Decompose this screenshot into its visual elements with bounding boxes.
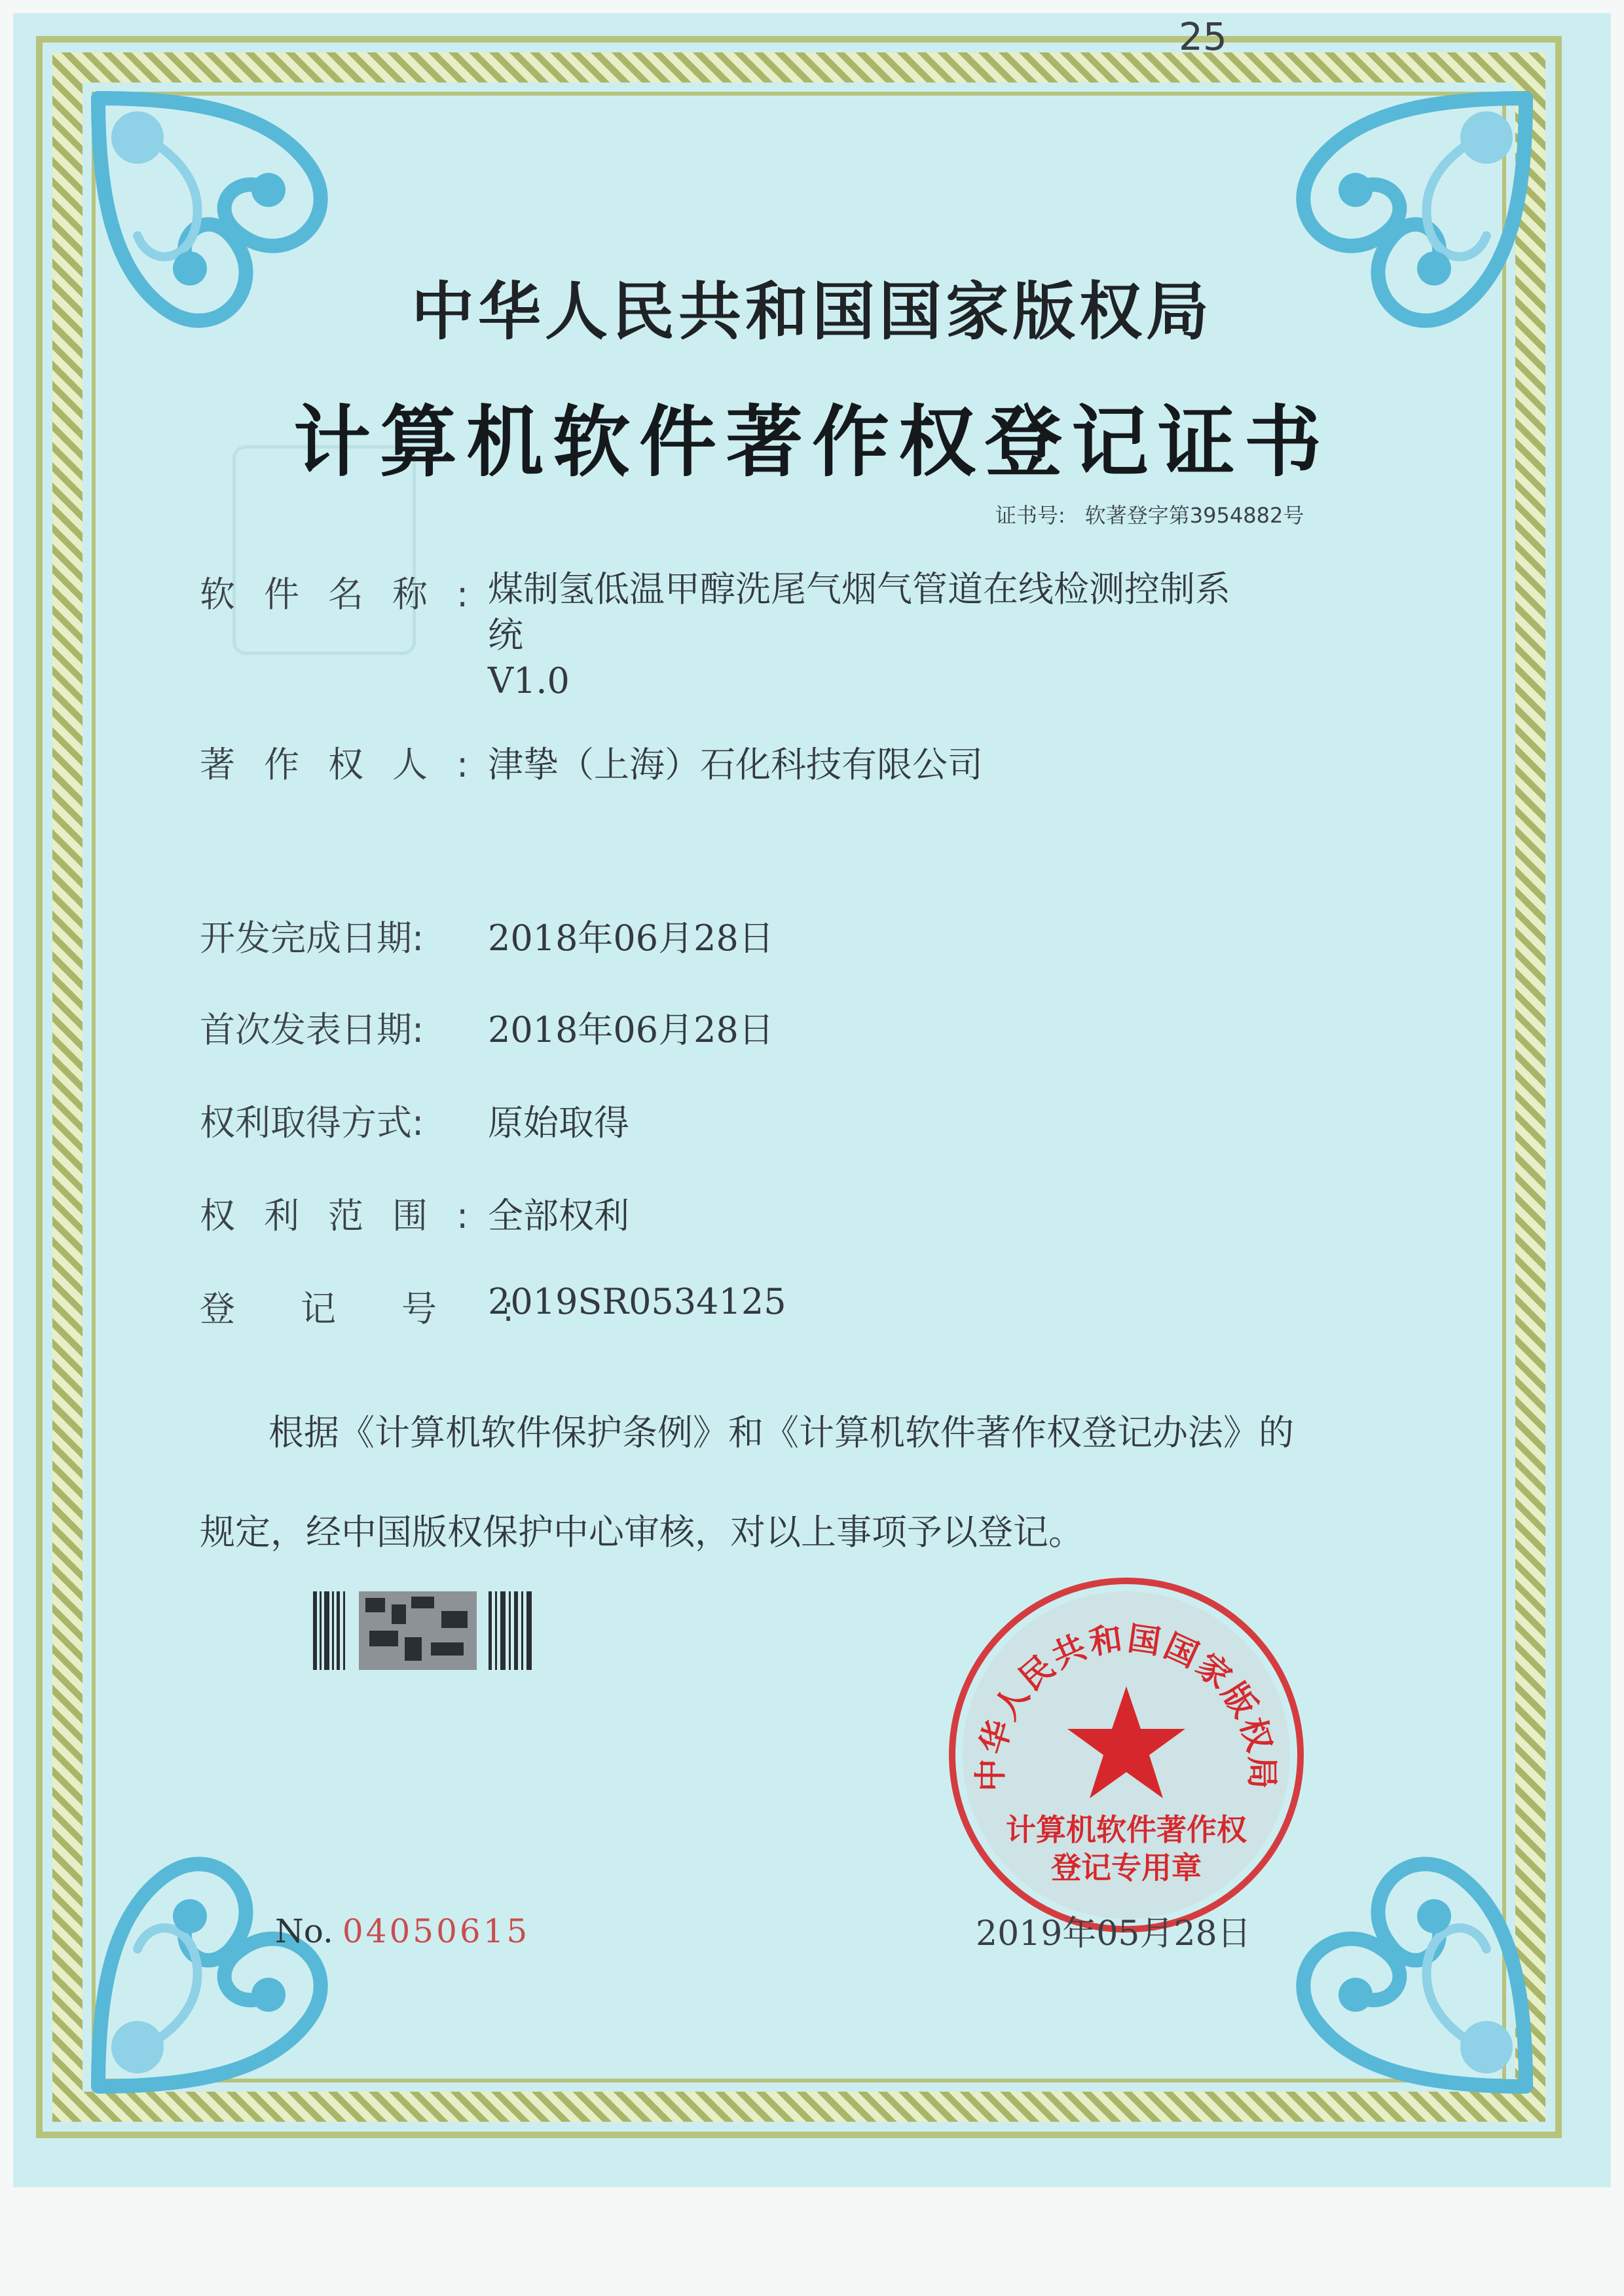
certificate-title: 计算机软件著作权登记证书 <box>293 397 1331 487</box>
software-name-line2: 统 <box>488 614 523 656</box>
seal-ring-text: 中华人民共和国国家版权局 <box>971 1619 1282 1792</box>
field-label: 登记号: <box>200 1288 580 1329</box>
serial-number <box>275 1912 530 1950</box>
serial-prefix: No. <box>275 1912 333 1950</box>
seal-inner-line2: 登记专用章 <box>1051 1850 1202 1885</box>
software-version: V1.0 <box>488 660 570 701</box>
certificate-number <box>995 499 1323 529</box>
corner-scroll-ornament <box>72 1811 413 2113</box>
field-label: 权利范围: <box>200 1195 498 1236</box>
field-value: 全部权利 <box>488 1195 629 1236</box>
field-label: 著作权人: <box>200 744 498 785</box>
official-seal <box>943 1572 1310 1938</box>
statement-line-1: 根据《计算机软件保护条例》和《计算机软件著作权登记办法》的 <box>268 1412 1294 1453</box>
certificate-number-label: 证书号: <box>995 503 1065 528</box>
certificate-number-value: 软著登字第3954882号 <box>1084 503 1304 528</box>
field-label: 首次发表日期: <box>200 1009 424 1050</box>
field-value <box>488 566 1230 704</box>
handwritten-page-mark: 25 <box>1179 14 1227 59</box>
field-value: 津挚（上海）石化科技有限公司 <box>488 744 983 785</box>
barcode <box>313 1591 536 1670</box>
field-value: 2019SR0534125 <box>488 1281 786 1322</box>
seal-inner-line1: 计算机软件著作权 <box>1006 1812 1247 1847</box>
field-value: 原始取得 <box>488 1102 629 1143</box>
field-label: 软件名称: <box>200 574 498 615</box>
field-label: 权利取得方式: <box>200 1102 424 1143</box>
serial-number-value: 04050615 <box>342 1912 530 1950</box>
field-label: 开发完成日期: <box>200 917 424 959</box>
field-value: 2018年06月28日 <box>488 917 774 959</box>
issuing-authority-title: 中华人民共和国国家版权局 <box>411 275 1213 348</box>
issue-date: 2019年05月28日 <box>976 1914 1251 1953</box>
field-value: 2018年06月28日 <box>488 1009 774 1050</box>
software-name-line1: 煤制氢低温甲醇洗尾气烟气管道在线检测控制系 <box>488 568 1230 610</box>
statement-line-2: 规定，经中国版权保护中心审核，对以上事项予以登记。 <box>200 1511 1084 1553</box>
